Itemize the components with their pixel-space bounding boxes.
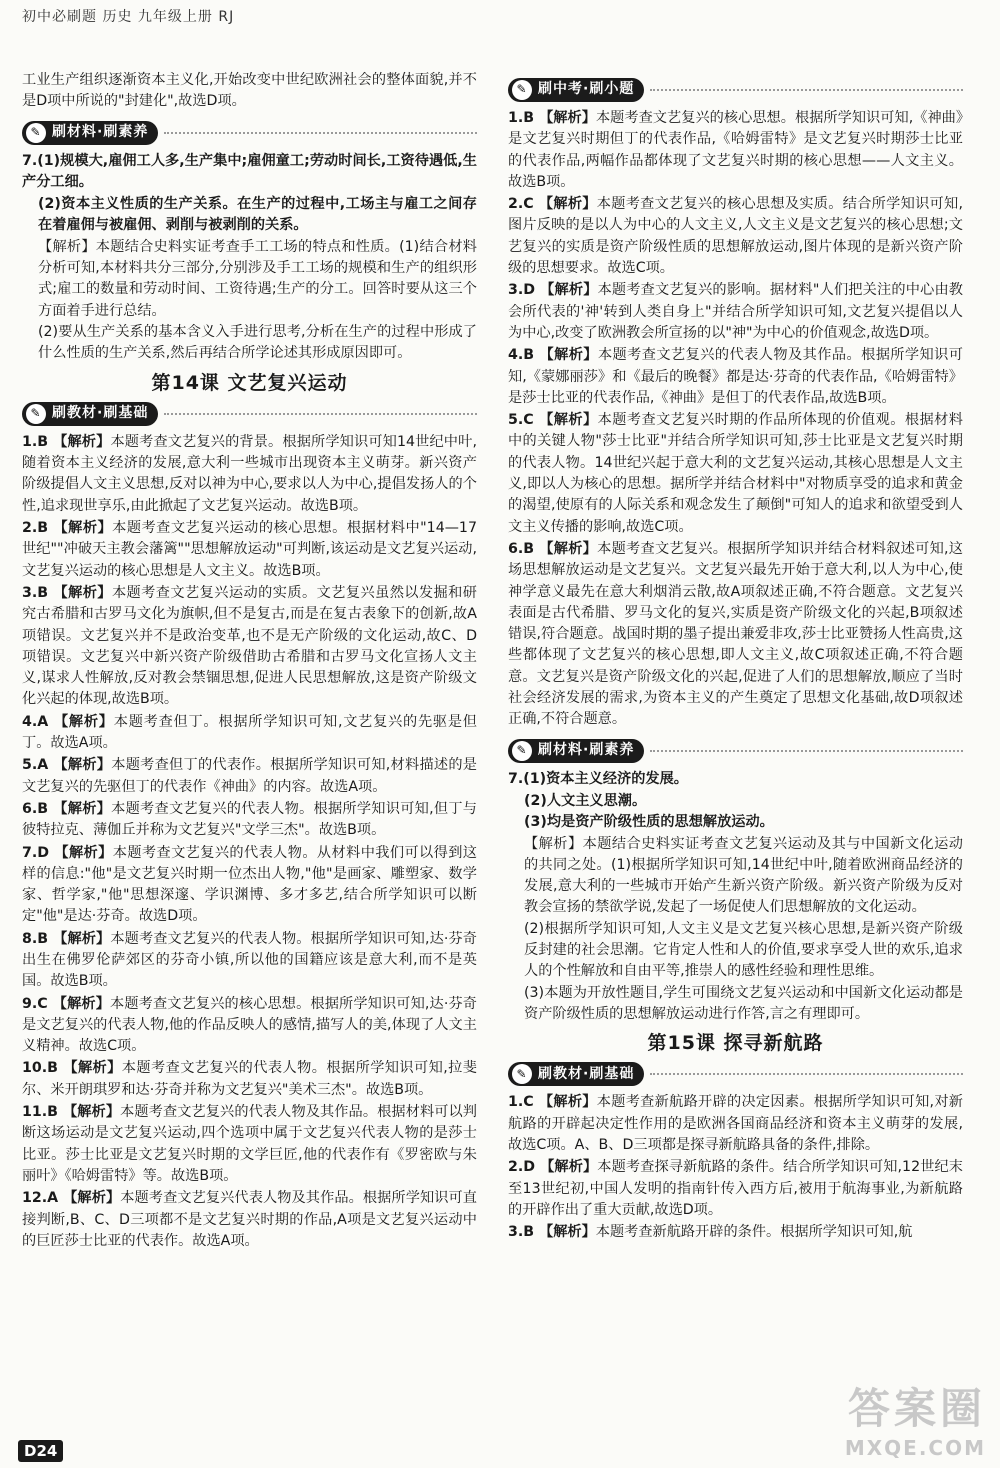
item-number: 4. xyxy=(508,347,524,364)
page-number: D24 xyxy=(18,1440,63,1462)
answer-item xyxy=(508,194,963,279)
item-answer: B xyxy=(523,110,540,126)
item-text: 本题考查文艺复兴的代表人物。根据所学知识可知,达·芬奇出生在佛罗伦萨郊区的芬奇小镇,所以他的国籍应该是意大利,而不是英国。故选B项。 xyxy=(22,930,477,990)
item-number: 1. xyxy=(22,433,38,450)
item-number: 11. xyxy=(22,1104,48,1121)
book-icon: ✎ xyxy=(26,123,46,143)
item-text: 本题考查文艺复兴的核心思想及实质。结合所学知识可知,图片反映的是以人为中心的人文主义,人文主义是文艺复兴的核心思想;文艺复兴的实质是资产阶级性质的思想解放运动,图片体现的是新兴资产阶级的思想要求。故选C项。 xyxy=(508,196,963,277)
item-answer: B xyxy=(523,1224,540,1241)
analysis-tag: 【解析】 xyxy=(538,1094,597,1111)
analysis-1: 【解析】本题结合史料实证考查文艺复兴运动及其与中国新文化运动的共同之处。(1)根据所学知识可知,14世纪中叶,随着欧洲商品经济的发展,意大利的一些城市开始产生新兴资产阶级。新兴资产阶级为反对教会宣扬的禁欲学说,发起了一场促使人们思想解放的文化运动。 xyxy=(524,835,963,916)
item-answer: A xyxy=(37,757,54,774)
page-header: 初中必刷题 历史 九年级上册 RJ xyxy=(22,9,235,25)
section-banner: ✎ 刷教材·刷基础 xyxy=(22,400,477,428)
analysis-tag: 【解析】 xyxy=(539,412,598,429)
item-answer: C xyxy=(523,196,539,213)
item-number: 6. xyxy=(508,540,524,557)
intro-text: 工业生产组织逐渐资本主义化,开始改变中世纪欧洲社会的整体面貌,并不是D项中所说的"封建化",故选D项。 xyxy=(22,72,477,110)
lesson-14-title: 第14课 文艺复兴运动 xyxy=(151,371,348,394)
analysis-tag: 【解析】 xyxy=(539,540,598,557)
item-text: 本题考查文艺复兴的代表人物。根据所学知识可知,拉斐尔、米开朗琪罗和达·芬奇并称为文艺复兴"美术三杰"。故选B项。 xyxy=(22,1060,477,1098)
item-number: 1. xyxy=(508,110,524,126)
item-answer: A xyxy=(47,1190,64,1207)
answer-item xyxy=(22,583,477,711)
answer-item xyxy=(22,1058,477,1101)
answer-part-2: (2)人文主义思潮。 xyxy=(524,792,647,809)
book-icon: ✎ xyxy=(512,1064,532,1084)
item-text: 本题考查文艺复兴的代表人物。根据所学知识可知,但丁与彼特拉克、薄伽丘并称为文艺复兴"文学三杰"。故选B项。 xyxy=(22,800,477,839)
analysis-tag: 【解析】 xyxy=(54,844,113,861)
item-number: 6. xyxy=(22,800,38,817)
item-text: 本题考查文艺复兴的代表人物及其作品。根据所学知识可知,《蒙娜丽莎》和《最后的晚餐》都是达·芬奇的代表作品,《哈姆雷特》是莎士比亚的代表作品,《神曲》是但丁的代表作品,故选B项。 xyxy=(508,347,963,406)
item-text: 本题考查文艺复兴运动的核心思想。根据材料中"14—17世纪""冲破天主教会藩篱""思想解放运动"可判断,该运动是文艺复兴运动,文艺复兴运动的核心思想是人文主义。故选B项。 xyxy=(22,520,477,579)
analysis-tag: 【解析】 xyxy=(63,1190,121,1207)
analysis-tag: 【解析】 xyxy=(53,713,114,730)
analysis-tag: 【解析】 xyxy=(53,757,112,774)
item-number: 2. xyxy=(508,1159,524,1176)
item-answer: B xyxy=(37,584,54,601)
item-answer: B xyxy=(47,1060,64,1077)
item-number: 10. xyxy=(22,1060,48,1077)
answer-item xyxy=(22,755,477,798)
section-banner: ✎ 刷材料·刷素养 xyxy=(508,737,963,765)
item-number: 2. xyxy=(508,196,524,213)
question-7: 7.(1)规模大,雇佣工人多,生产集中;雇佣童工;劳动时间长,工资待遇低,生产分工细。 xyxy=(22,152,477,190)
section-banner: ✎ 刷中考·刷小题 xyxy=(508,76,963,104)
answer-part-3: (3)均是资产阶级性质的思想解放运动。 xyxy=(524,814,774,831)
answer-item xyxy=(508,1157,963,1221)
book-icon: ✎ xyxy=(26,404,46,424)
answer-item xyxy=(22,518,477,582)
item-answer: C xyxy=(523,412,540,429)
answer-item xyxy=(508,1222,963,1243)
right-column xyxy=(508,81,963,1245)
item-number: 12. xyxy=(22,1190,48,1207)
item-number: 3. xyxy=(508,282,524,299)
answer-item xyxy=(508,539,963,731)
item-answer: D xyxy=(523,1159,541,1176)
answer-item xyxy=(508,108,963,193)
item-answer: B xyxy=(523,540,540,557)
item-answer: B xyxy=(37,800,54,817)
item-answer: B xyxy=(37,433,54,450)
item-number: 5. xyxy=(508,412,524,429)
analysis-tag: 【解析】 xyxy=(539,110,596,126)
analysis-tag: 【解析】 xyxy=(540,1159,598,1176)
answer-item xyxy=(508,1092,963,1156)
analysis-tag: 【解析】 xyxy=(53,800,112,817)
analysis-tag: 【解析】 xyxy=(63,1060,122,1077)
answer-item xyxy=(22,1102,477,1187)
analysis-tag: 【解析】 xyxy=(53,930,111,947)
question-7: 7.(1)资本主义经济的发展。 xyxy=(508,770,688,787)
item-answer: B xyxy=(523,347,540,364)
answer-list xyxy=(508,108,963,731)
item-answer: C xyxy=(37,995,53,1012)
item-answer: D xyxy=(523,282,541,299)
item-number: 1. xyxy=(508,1094,524,1111)
item-text: 本题考查文艺复兴的影响。据材料"人们把关注的中心由教会所代表的'神'转到人类自身上"并结合所学知识可知,文艺复兴提倡以人为中心,改变了欧洲教会所宣扬的以"神"为中心的价值观念,故选D项。 xyxy=(508,282,963,341)
analysis-tag: 【解析】 xyxy=(52,995,111,1012)
analysis-tag: 【解析】 xyxy=(62,1104,121,1121)
analysis-tag: 【解析】 xyxy=(539,1224,596,1241)
answer-item xyxy=(22,843,477,928)
item-number: 9. xyxy=(22,995,38,1012)
answer-item xyxy=(22,712,477,755)
answer-item xyxy=(508,280,963,344)
answer-item xyxy=(22,1188,477,1252)
analysis-tag: 【解析】 xyxy=(53,433,111,450)
item-answer: C xyxy=(523,1094,539,1111)
answer-item xyxy=(508,345,963,409)
item-text: 本题考查新航路开辟的决定因素。根据所学知识可知,对新航路的开辟起决定性作用的是欧洲各国商品经济和资本主义萌芽的发展,故选C项。A、B、D三项都是探寻新航路具备的条件,排除。 xyxy=(508,1094,963,1154)
item-text: 本题考查文艺复兴的核心思想。根据所学知识可知,达·芬奇是文艺复兴的代表人物,他的作品反映人的感情,描写人的美,体现了人文主义精神。故选C项。 xyxy=(22,995,477,1055)
analysis-3: (3)本题为开放性题目,学生可围绕文艺复兴运动和中国新文化运动都是资产阶级性质的思想解放运动进行作答,言之有理即可。 xyxy=(524,984,963,1022)
answer-part-2: (2)资本主义性质的生产关系。在生产的过程中,工场主与雇工之间存在着雇佣与被雇佣、剥削与被剥削的关系。 xyxy=(38,196,477,234)
analysis-2: (2)根据所学知识可知,人文主义是文艺复兴核心思想,是新兴资产阶级反封建的社会思潮。它肯定人性和人的价值,要求享受人世的欢乐,追求人的个性解放和自由平等,推崇人的感性经验和理性思维。 xyxy=(524,920,963,980)
item-number: 4. xyxy=(22,713,38,730)
answer-item xyxy=(22,994,477,1058)
item-number: 5. xyxy=(22,757,38,774)
item-text: 本题考查文艺复兴代表人物及其作品。根据所学知识可直接判断,B、C、D三项都不是文艺复兴时期的作品,A项是文艺复兴运动中的巨匠莎士比亚的代表作。故选A项。 xyxy=(22,1190,477,1249)
item-text: 本题考查新航路开辟的条件。根据所学知识可知,航 xyxy=(595,1224,913,1241)
item-text: 本题考查文艺复兴的代表人物。从材料中我们可以得到这样的信息:"他"是文艺复兴时期一位杰出人物,"他"是画家、雕塑家、数学家、哲学家,"他"思想深邃、学识渊博、多才多艺,结合所学知识可以断定"他"是达·芬奇。故选D项。 xyxy=(22,844,477,925)
answer-item xyxy=(22,432,477,517)
item-text: 本题考查文艺复兴的背景。根据所学知识可知14世纪中叶,随着资本主义经济的发展,意大利一些城市出现资本主义萌芽。新兴资产阶级提倡人文主义思想,反对以神为中心,要求以人为中心,提倡发扬人的个性,追求现世享乐,由此掀起了文艺复兴运动。故选B项。 xyxy=(22,433,477,514)
item-text: 本题考查探寻新航路的条件。结合所学知识可知,12世纪末至13世纪初,中国人发明的指南针传入西方后,被用于航海事业,为新航路的开辟作出了重大贡献,故选D项。 xyxy=(508,1159,963,1218)
item-answer: B xyxy=(37,520,54,537)
analysis-tag: 【解析】 xyxy=(53,584,112,601)
item-answer: D xyxy=(37,844,55,861)
analysis-tag: 【解析】 xyxy=(538,196,597,213)
item-number: 8. xyxy=(22,930,38,947)
answer-list xyxy=(22,432,477,1252)
analysis-2: (2)要从生产关系的基本含义入手进行思考,分析在生产的过程中形成了什么性质的生产关系,然后再结合所学论述其形成原因即可。 xyxy=(38,323,477,362)
item-number: 2. xyxy=(22,520,38,537)
answer-item xyxy=(22,929,477,993)
item-text: 本题考查文艺复兴。根据所学知识并结合材料叙述可知,这场思想解放运动是文艺复兴。文艺复兴最先开始于意大利,以人为中心,使神学意义最先在意大利烟消云散,故A项叙述正确,不符合题意。文艺复兴表面是古代希腊、罗马文化的复兴,实质是资产阶级文化的兴起,B项叙述错误,符合题意。战国时期的墨子提出兼爱非攻,莎士比亚赞扬人性高贵,这些都体现了文艺复兴的核心思想,即人文主义,故C项叙述正确,不符合题意。文艺复兴是资产阶级文化的兴起,促进了人们的思想解放,顺应了当时社会经济发展的需求,为资本主义的产生奠定了思想文化基础,故D项叙述正确,不符合题意。 xyxy=(508,540,963,728)
item-number: 3. xyxy=(22,584,38,601)
analysis-tag: 【解析】 xyxy=(540,282,598,299)
item-text: 本题考查文艺复兴的代表人物及其作品。根据材料可以判断这场运动是文艺复兴运动,四个选项中属于文艺复兴代表人物的是莎士比亚。莎士比亚是文艺复兴时期的文学巨匠,他的代表作有《罗密欧与朱丽叶》《哈姆雷特》等。故选B项。 xyxy=(22,1104,477,1184)
answer-list xyxy=(508,1092,963,1243)
item-text: 本题考查文艺复兴时期的作品所体现的价值观。根据材料中的关键人物"莎士比亚"并结合所学知识可知,莎士比亚是文艺复兴时期的代表人物。14世纪兴起于意大利的文艺复兴运动,其核心思想是人文主义,即以人为核心的思想。据所学并结合材料中"对物质享受的追求和黄金的渴望,使原有的人际关系和观念发生了颠倒"可知人的追求和欲望受到人文主义传播的影响,故选C项。 xyxy=(508,412,963,535)
lesson-15-title: 第15课 探寻新航路 xyxy=(647,1032,824,1055)
item-text: 本题考查但丁的代表作。根据所学知识可知,材料描述的是文艺复兴的先驱但丁的代表作《神曲》的内容。故选A项。 xyxy=(22,757,477,795)
section-banner: ✎ 刷教材·刷基础 xyxy=(508,1060,963,1088)
section-banner: ✎ 刷材料·刷素养 xyxy=(22,119,477,147)
analysis-tag: 【解析】 xyxy=(53,520,113,537)
left-column xyxy=(22,70,477,1253)
book-icon: ✎ xyxy=(512,80,532,100)
answer-item xyxy=(22,799,477,842)
watermark: 答案圈 MXQE.COM xyxy=(844,1384,986,1460)
item-number: 7. xyxy=(22,844,38,861)
answer-item xyxy=(508,410,963,538)
item-answer: B xyxy=(37,930,54,947)
item-text: 本题考查文艺复兴的核心思想。根据所学知识可知,《神曲》是文艺复兴时期但丁的代表作品,《哈姆雷特》是文艺复兴时期莎士比亚的代表作品,两幅作品都体现了文艺复兴时期的核心思想——人文主义。故选B项。 xyxy=(508,110,963,190)
book-icon: ✎ xyxy=(512,741,532,761)
item-answer: B xyxy=(47,1104,63,1121)
analysis-1: 【解析】本题结合史料实证考查手工工场的特点和性质。(1)结合材料分析可知,本材料共分三部分,分别涉及手工工场的规模和生产的组织形式;雇工的数量和劳动时间、工资待遇;生产的分工。回答时要从这三个方面着手进行总结。 xyxy=(38,238,477,319)
item-text: 本题考查但丁。根据所学知识可知,文艺复兴的先驱是但丁。故选A项。 xyxy=(22,713,477,752)
item-text: 本题考查文艺复兴运动的实质。文艺复兴虽然以发掘和研究古希腊和古罗马文化为旗帜,但不是复古,而是在复古表象下的创新,故A项错误。文艺复兴并不是政治变革,也不是无产阶级的文化运动,故C、D项错误。文艺复兴中新兴资产阶级借助古希腊和古罗马文化宣扬人文主义,谋求人性解放,反对教会禁锢思想,促进人民思想解放,这是资产阶级文化兴起的体现,故选B项。 xyxy=(22,584,477,708)
item-number: 3. xyxy=(508,1224,524,1241)
analysis-tag: 【解析】 xyxy=(539,347,598,364)
item-answer: A xyxy=(37,713,54,730)
